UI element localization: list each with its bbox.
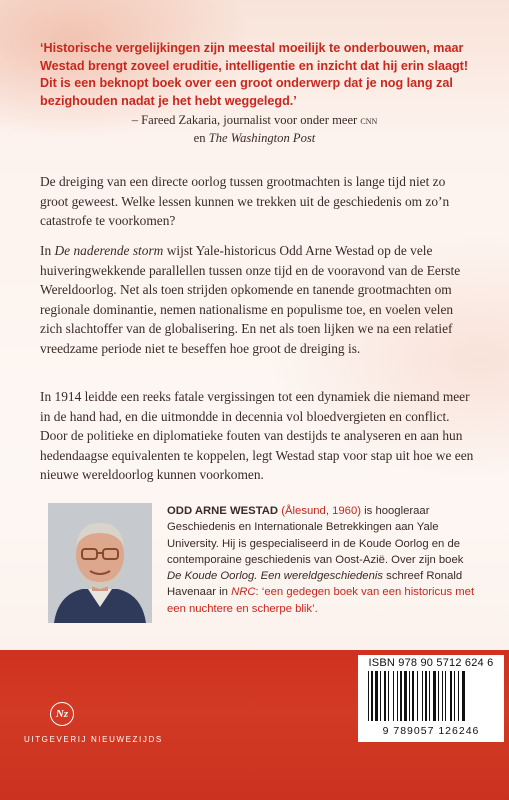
attribution-paper: The Washington Post — [208, 130, 316, 145]
author-review: : ‘een gedegen boek van een historicus met een nuchtere en scherpe blik’. — [167, 586, 475, 615]
blurb-in: In — [40, 243, 52, 258]
author-portrait-image — [48, 503, 152, 623]
blurb-paragraph-2 — [40, 241, 474, 359]
attribution-cnn: cnn — [360, 113, 378, 127]
blurb-text-1: De dreiging van een directe oorlog tussen grootmachten is lange tijd niet zo groot geweest. Welke lessen kunnen we trekken uit de geschiedenis om zo’n catastrofe te voorkomen? — [40, 174, 450, 229]
author-nrc: NRC — [231, 586, 256, 599]
attribution-and: en — [193, 130, 206, 145]
blurb-text-2: wijst Yale-historicus Odd Arne Westad op de vele huiveringwekkende parallellen tussen onze tijd en de vooravond van de Eerste Wereldoorlog. Net als toen strijden opkomende en tanende grootmachten om regionale dominantie, nemen nationalisme en populisme toe, en voelen velen zich slachtoffer van de globalisering. En net als toen lijken we na een relatief vreedzame periode niet te beseffen hoe groot de dreiging is. — [40, 243, 461, 356]
author-bio-text-1: is hoogleraar Geschiedenis en Internationale Betrekkingen aan Yale University. Hij is gespecialiseerd in de Koude Oorlog en de contemporaine geschiedenis van Oost-Azië. Over zijn boek — [167, 505, 464, 566]
author-origin: (Ålesund, 1960) — [281, 505, 361, 517]
author-bio-text-2: schreef Ronald Havenaar in — [167, 570, 463, 599]
isbn-label: ISBN 978 90 5712 624 6 — [368, 657, 494, 669]
author-photo — [48, 503, 152, 623]
attribution-prefix: – Fareed Zakaria, journalist voor onder meer — [131, 113, 358, 127]
quote-attribution — [0, 112, 509, 147]
quote-text: ‘Historische vergelijkingen zijn meestal moeilijk te onderbouwen, maar Westad brengt zoveel eruditie, intelligentie en inzicht dat hij erin slaagt! Dit is een beknopt boek over een groot onderwerp dat je nog lang zal bezighouden nadat je het hebt weggelegd.’ — [40, 41, 469, 108]
publisher-logo-icon — [50, 702, 74, 726]
isbn-barcode — [358, 655, 504, 742]
blurb-paragraph-1 — [40, 172, 474, 231]
author-book-title: De Koude Oorlog. Een wereldgeschiedenis — [167, 570, 384, 583]
book-title: De naderende storm — [54, 243, 164, 258]
barcode-icon — [364, 671, 498, 725]
author-bio — [167, 503, 477, 617]
blurb-text-3: In 1914 leidde een reeks fatale vergissingen tot een dynamiek die niemand meer in de hand had, en die uitmondde in decennia vol bloedvergieten en conflict. Door de politieke en diplomatieke fouten van destijds te analyseren en aan hun hedendaagse equivalenten te koppelen, legt Westad stap voor stap uit hoe we een nieuwe wereldoorlog kunnen voorkomen. — [40, 389, 474, 483]
barcode-digits: 9 789057 126246 — [382, 725, 480, 737]
endorsement-quote — [40, 40, 480, 110]
publisher-name: UITGEVERIJ NIEUWEZIJDS — [24, 735, 163, 744]
author-name: ODD ARNE WESTAD — [167, 505, 279, 517]
blurb-paragraph-3 — [40, 387, 474, 485]
publisher-logo-letters: Nz — [55, 708, 69, 720]
